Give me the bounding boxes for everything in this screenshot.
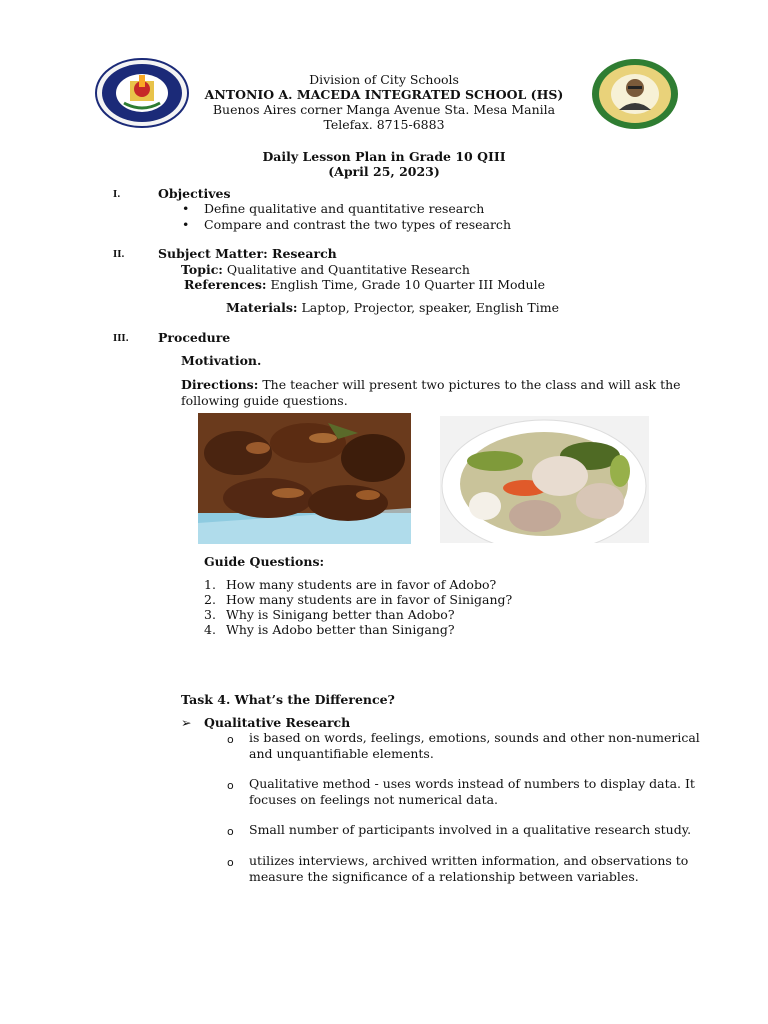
motivation-heading: Motivation. xyxy=(181,353,262,368)
materials-value: Laptop, Projector, speaker, English Time xyxy=(301,300,560,315)
references-label: References: xyxy=(184,277,267,292)
objective-item: • Compare and contrast the two types of research xyxy=(204,217,511,232)
guide-question-number: 2. xyxy=(204,592,216,607)
guide-question-text: Why is Adobo better than Sinigang? xyxy=(226,622,455,637)
division-name: Division of City Schools xyxy=(309,72,459,87)
task-heading: Task 4. What’s the Difference? xyxy=(181,692,395,707)
lesson-date: (April 25, 2023) xyxy=(328,164,440,179)
guide-question xyxy=(204,607,455,622)
guide-question-text: Why is Sinigang better than Adobo? xyxy=(226,607,455,622)
lesson-title-line1: Daily Lesson Plan in Grade 10 QIII xyxy=(262,149,506,164)
qualitative-point xyxy=(249,730,700,761)
directions-line1: The teacher will present two pictures to the class and will ask the xyxy=(262,377,681,392)
circle-bullet-icon: o xyxy=(227,779,234,792)
school-telefax: Telefax. 8715-6883 xyxy=(323,117,445,132)
subject-heading: Subject Matter: Research xyxy=(158,246,337,261)
section-numeral-2: II. xyxy=(113,250,125,260)
qualitative-point-line1: Qualitative method - uses words instead of numbers to display data. It xyxy=(249,776,695,791)
objectives-heading: Objectives xyxy=(158,186,231,201)
references-value: English Time, Grade 10 Quarter III Module xyxy=(270,277,545,292)
qualitative-point-line1: is based on words, feelings, emotions, sounds and other non-numerical xyxy=(249,730,700,745)
guide-question xyxy=(204,592,512,607)
arrow-bullet-icon: ➢ xyxy=(181,715,192,730)
qualitative-point-line1: utilizes interviews, archived written information, and observations to xyxy=(249,853,689,868)
qualitative-point xyxy=(249,853,688,884)
qualitative-point-line1: Small number of participants involved in a qualitative research study. xyxy=(249,822,692,837)
qualitative-heading: Qualitative Research xyxy=(204,715,351,730)
topic-line xyxy=(181,262,470,277)
section-numeral-1: I. xyxy=(113,190,121,200)
school-address: Buenos Aires corner Manga Avenue Sta. Mesa Manila xyxy=(212,102,556,117)
procedure-heading: Procedure xyxy=(158,330,231,345)
qualitative-point-line2: and unquantifiable elements. xyxy=(249,745,434,761)
guide-question xyxy=(204,622,455,637)
directions-label: Directions: xyxy=(181,377,259,392)
adobo-photo xyxy=(198,413,411,544)
qualitative-point xyxy=(249,776,695,807)
circle-bullet-icon: o xyxy=(227,733,234,746)
guide-question-number: 3. xyxy=(204,607,216,622)
section-numeral-3: III. xyxy=(113,334,129,344)
objective-item: • Define qualitative and quantitative research xyxy=(204,201,484,216)
guide-question-number: 1. xyxy=(204,577,216,592)
topic-label: Topic: xyxy=(181,262,223,277)
qualitative-point xyxy=(249,822,691,838)
sinigang-photo xyxy=(440,416,649,543)
guide-questions-heading: Guide Questions: xyxy=(204,554,325,569)
materials-line xyxy=(226,300,559,315)
letterhead xyxy=(0,72,768,132)
lesson-title xyxy=(0,149,768,179)
circle-bullet-icon: o xyxy=(227,856,234,869)
guide-question-number: 4. xyxy=(204,622,216,637)
directions-line2: following guide questions. xyxy=(181,392,348,408)
qualitative-point-line2: measure the significance of a relationship between variables. xyxy=(249,868,639,884)
guide-question-text: How many students are in favor of Adobo? xyxy=(226,577,497,592)
circle-bullet-icon: o xyxy=(227,825,234,838)
school-name: ANTONIO A. MACEDA INTEGRATED SCHOOL (HS) xyxy=(204,87,564,102)
topic-value: Qualitative and Quantitative Research xyxy=(226,262,470,277)
directions-text xyxy=(181,377,681,408)
materials-label: Materials: xyxy=(226,300,298,315)
guide-question-text: How many students are in favor of Sinigang? xyxy=(226,592,513,607)
guide-question xyxy=(204,577,496,592)
qualitative-point-line2: focuses on feelings not numerical data. xyxy=(249,791,499,807)
references-line xyxy=(184,277,545,292)
